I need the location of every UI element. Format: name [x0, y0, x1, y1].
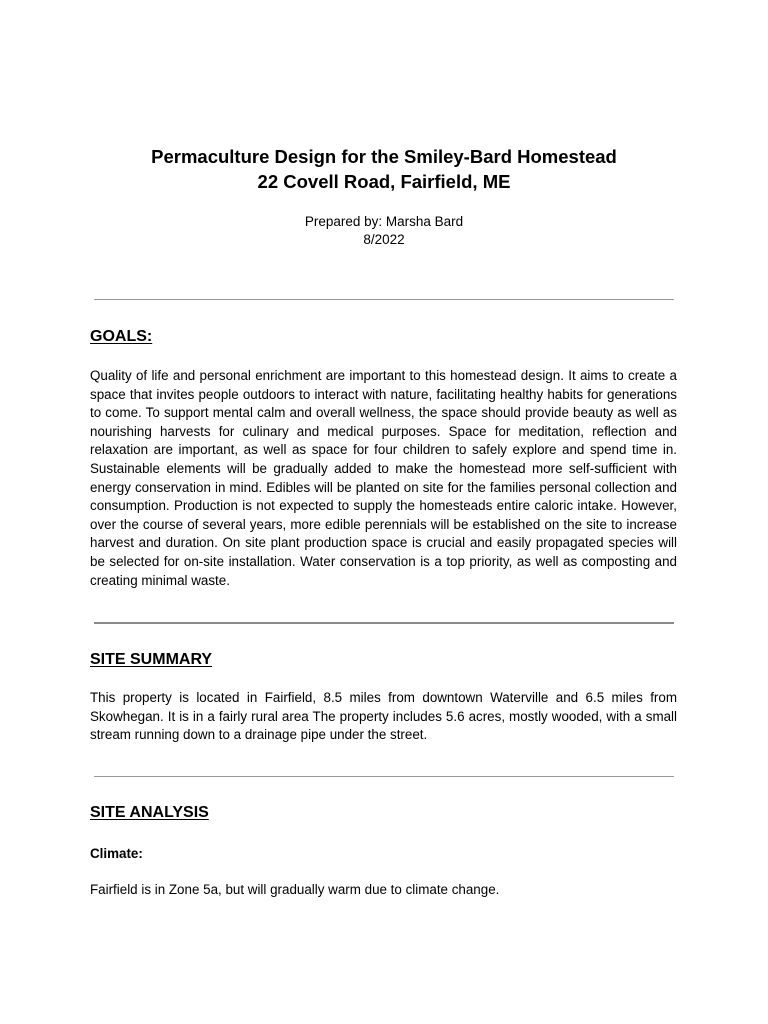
title-line-2: 22 Covell Road, Fairfield, ME [257, 171, 511, 192]
title-line-1: Permaculture Design for the Smiley-Bard Homestead [151, 146, 617, 167]
site-summary-heading: SITE SUMMARY [90, 651, 213, 668]
site-summary-paragraph: This property is located in Fairfield, 8.5 miles from downtown Waterville and 6.5 miles from Skowhegan. It is in a fairly rural area The property includes 5.6 acres, mostly wooded, with a small stream running down to a drainage pipe under the street. [90, 690, 677, 743]
document-date: 8/2022 [363, 232, 405, 247]
divider [94, 622, 674, 624]
prepared-by: Prepared by: Marsha Bard [304, 214, 464, 229]
divider [94, 299, 674, 300]
site-analysis-heading: SITE ANALYSIS [90, 804, 209, 821]
document-title [0, 144, 768, 194]
goals-paragraph: Quality of life and personal enrichment are important to this homestead design. It aims to create a space that invites people outdoors to interact with nature, facilitating healthy habits for generations to come. To support mental calm and overall wellness, the space should provide beauty as well as nourishing harvests for culinary and medical purposes. Space for meditation, reflection and relaxation are important, as well as space for four children to safely explore and spend time in. Sustainable elements will be gradually added to make the homestead more self-sufficient with energy conservation in mind. Edibles will be planted on site for the families personal collection and consumption. Production is not expected to supply the homesteads entire caloric intake. However, over the course of several years, more edible perennials will be established on the site to increase harvest and duration. On site plant production space is crucial and easily propagated species will be selected for on-site installation. Water conservation is a top priority, as well as composting and creating minimal waste. [90, 368, 677, 588]
climate-subheading: Climate: [90, 846, 143, 861]
climate-text: Fairfield is in Zone 5a, but will gradually warm due to climate change. [90, 882, 500, 897]
divider [94, 776, 674, 777]
document-meta [0, 213, 768, 249]
goals-heading: GOALS: [90, 328, 153, 345]
